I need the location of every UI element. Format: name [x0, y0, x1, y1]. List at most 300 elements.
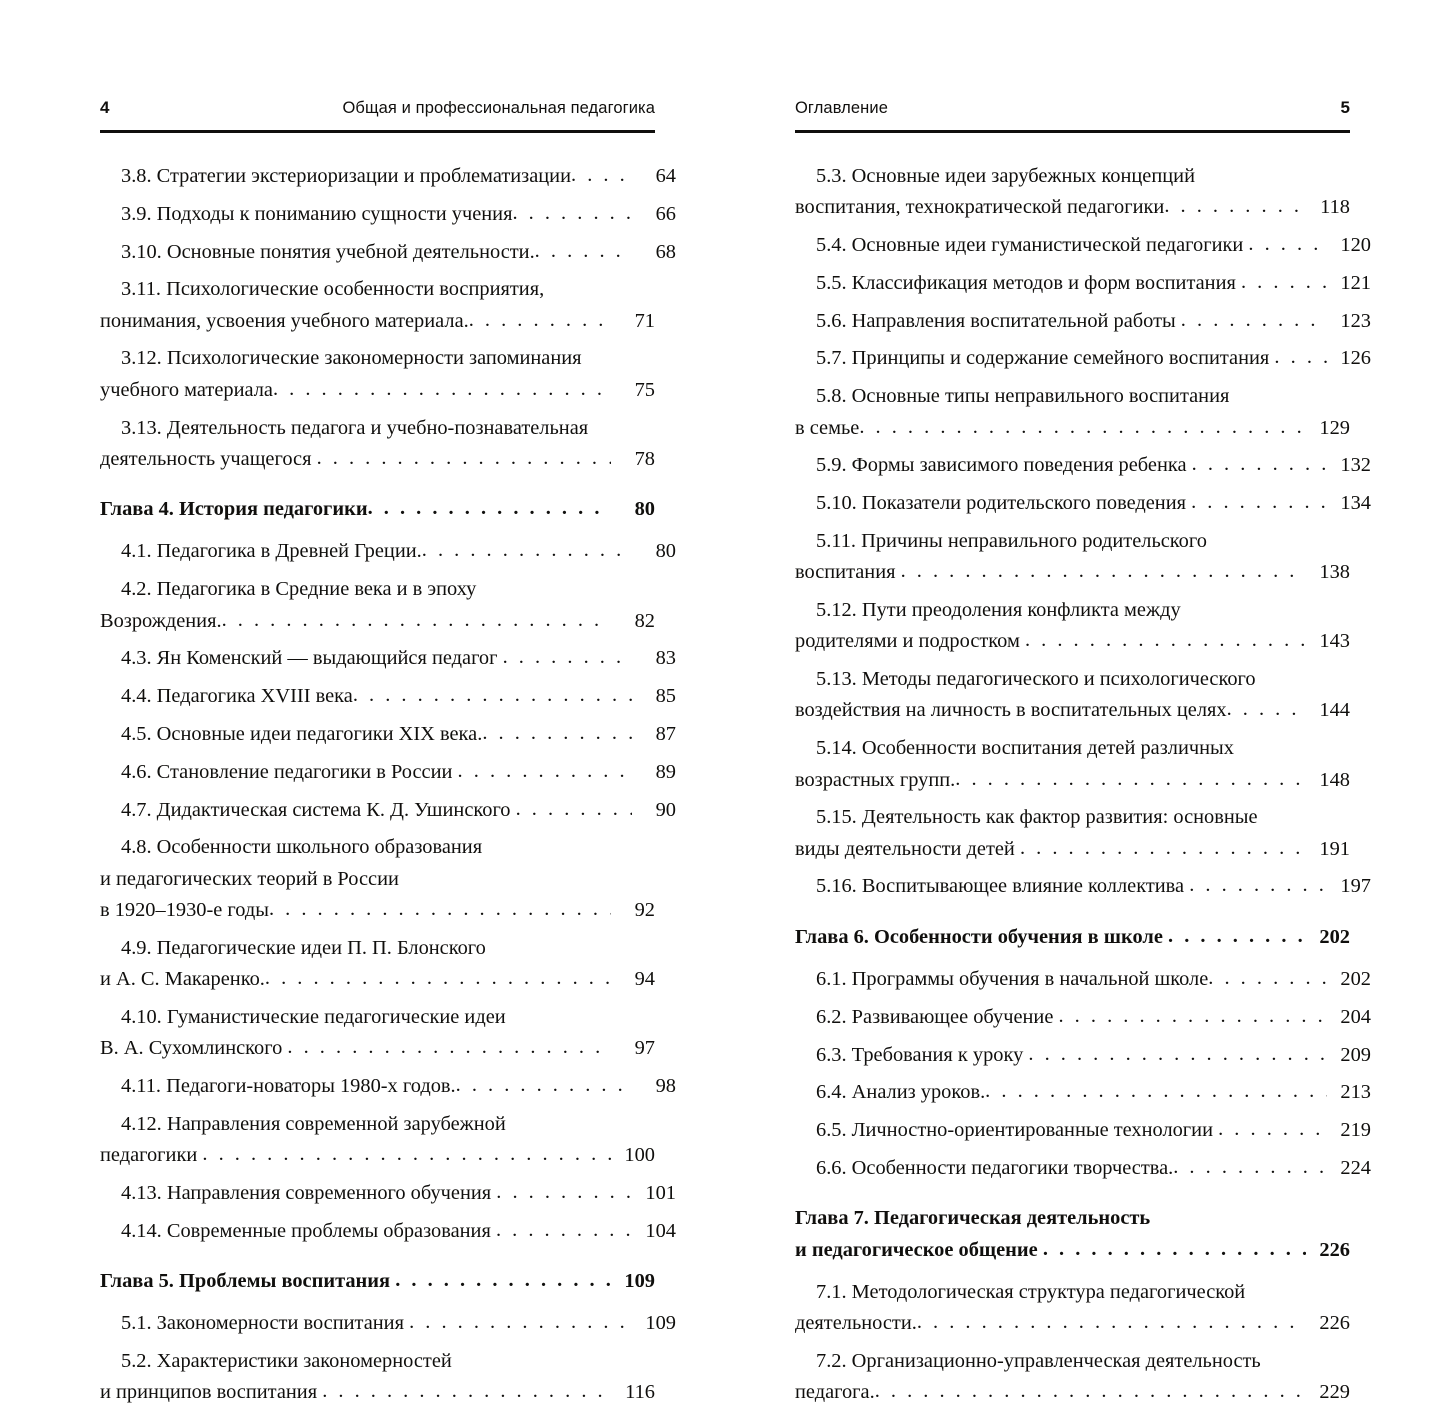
toc-entry-title: и принципов воспитания	[100, 1381, 323, 1404]
toc-entry-line: 5.14. Особенности воспитания детей различных	[816, 737, 1234, 760]
toc-entry-lines	[795, 1040, 1371, 1071]
toc-page-number: 116	[625, 1381, 655, 1404]
toc-entry-title: воспитания, технократической педагогики	[795, 196, 1165, 219]
toc-entry-line: и педагогических теорий в России	[100, 867, 399, 890]
toc-entry-last-line	[795, 1308, 1350, 1339]
toc-entry-lines	[100, 1002, 655, 1065]
toc-section-entry[interactable]	[100, 199, 676, 230]
toc-entry-title: 5.5. Классификация методов и форм воспитания	[816, 271, 1241, 294]
toc-entry-last-line	[795, 626, 1350, 657]
toc-section-entry[interactable]	[795, 488, 1371, 519]
toc-section-entry[interactable]	[100, 719, 676, 750]
toc-section-entry[interactable]	[795, 964, 1371, 995]
toc-entry-lines	[100, 1071, 676, 1102]
dot-leader	[1164, 191, 1306, 222]
toc-section-entry[interactable]	[100, 1178, 676, 1209]
dot-leader	[269, 894, 611, 925]
toc-entry-title: воздействия на личность в воспитательных целях	[795, 699, 1227, 722]
toc-section-entry[interactable]	[795, 1077, 1371, 1108]
left-page	[100, 98, 676, 1404]
toc-entry-last-line	[121, 1178, 676, 1209]
header-rule-left	[100, 130, 655, 133]
toc-entry-lines	[100, 1266, 655, 1297]
toc-entry-lines	[795, 1346, 1350, 1409]
toc-entry-lines	[795, 488, 1371, 519]
toc-entry-title: виды деятельности детей	[795, 837, 1020, 860]
dot-leader	[222, 605, 611, 636]
toc-entry-title: 5.1. Закономерности воспитания	[121, 1312, 410, 1335]
toc-entry-title: 4.1. Педагогика в Древней Греции.	[121, 540, 422, 563]
toc-page-number: 100	[624, 1144, 655, 1167]
toc-entry-last-line	[795, 1235, 1350, 1266]
toc-entry-last-line	[121, 237, 676, 268]
dot-leader	[1227, 694, 1306, 725]
dot-leader	[287, 1032, 611, 1063]
page-folio-right: 5	[1340, 98, 1350, 117]
toc-entry-last-line	[100, 1033, 655, 1064]
toc-entry-last-line	[100, 895, 655, 926]
toc-page-number: 143	[1319, 630, 1350, 653]
toc-entry-last-line	[816, 1077, 1371, 1108]
dot-leader	[395, 1265, 611, 1296]
toc-section-entry[interactable]	[795, 268, 1371, 299]
dot-leader	[1192, 449, 1327, 480]
toc-entry-last-line	[816, 1040, 1371, 1071]
toc-entry-title: и педагогическое общение	[795, 1238, 1043, 1261]
toc-entry-lines	[100, 933, 655, 996]
toc-entry-lines	[795, 268, 1371, 299]
dot-leader	[985, 1076, 1327, 1107]
toc-entry-last-line	[795, 922, 1350, 953]
toc-entry-title: педагогики	[100, 1144, 203, 1167]
toc-entry-lines	[100, 237, 676, 268]
toc-section-entry[interactable]	[795, 733, 1350, 796]
toc-entry-last-line	[121, 795, 676, 826]
toc-entry-last-line	[100, 1266, 655, 1297]
toc-page-number: 109	[624, 1269, 655, 1292]
toc-section-entry[interactable]	[795, 664, 1350, 727]
toc-entry-last-line	[816, 268, 1371, 299]
toc-page-number: 123	[1340, 309, 1371, 332]
toc-section-entry[interactable]	[100, 1216, 676, 1247]
toc-entry-last-line	[121, 1308, 676, 1339]
toc-list-left	[100, 161, 676, 1409]
toc-entry-lines	[795, 161, 1350, 224]
toc-entry-title: 6.1. Программы обучения в начальной школе	[816, 968, 1209, 991]
toc-entry-line: 7.1. Методологическая структура педагогической	[816, 1280, 1246, 1303]
toc-section-entry[interactable]	[795, 343, 1371, 374]
toc-entry-line: 4.10. Гуманистические педагогические идеи	[121, 1005, 506, 1028]
toc-entry-line: 3.13. Деятельность педагога и учебно-познавательная	[121, 416, 589, 439]
toc-section-entry[interactable]	[100, 1071, 676, 1102]
toc-entry-lines	[100, 494, 655, 525]
toc-page-number: 118	[1320, 196, 1350, 219]
toc-entry-title: 6.4. Анализ уроков.	[816, 1081, 986, 1104]
toc-page-number: 98	[655, 1074, 676, 1097]
dot-leader	[917, 1307, 1306, 1338]
toc-page-number: 90	[655, 798, 676, 821]
dot-leader	[265, 963, 611, 994]
toc-entry-last-line	[100, 375, 655, 406]
toc-entry-lines	[100, 757, 676, 788]
toc-section-entry[interactable]	[100, 343, 655, 406]
toc-entry-line: 4.9. Педагогические идеи П. П. Блонского	[121, 936, 486, 959]
dot-leader	[571, 160, 632, 191]
toc-entry-lines	[795, 664, 1350, 727]
toc-entry-lines	[795, 450, 1371, 481]
toc-entry-title: деятельности.	[795, 1312, 917, 1335]
toc-entry-title: 5.16. Воспитывающее влияние коллектива	[816, 875, 1190, 898]
toc-page-number: 209	[1340, 1043, 1371, 1066]
toc-page-number: 101	[645, 1181, 676, 1204]
toc-entry-line: 5.2. Характеристики закономерностей	[121, 1350, 452, 1372]
toc-section-entry[interactable]	[100, 1346, 655, 1409]
toc-entry-lines	[795, 964, 1371, 995]
dot-leader	[1025, 625, 1306, 656]
dot-leader	[512, 198, 632, 229]
toc-entry-line: 4.12. Направления современной зарубежной	[121, 1112, 506, 1135]
toc-section-entry[interactable]	[100, 681, 676, 712]
toc-chapter-entry[interactable]	[100, 1266, 655, 1297]
toc-entry-title: 4.7. Дидактическая система К. Д. Ушинского	[121, 798, 516, 821]
dot-leader	[901, 556, 1306, 587]
toc-section-entry[interactable]	[795, 802, 1350, 865]
toc-entry-title: 6.5. Личностно-ориентированные технологии	[816, 1119, 1219, 1142]
toc-entry-lines	[795, 1002, 1371, 1033]
toc-entry-lines	[100, 1216, 676, 1247]
toc-page-number: 202	[1319, 925, 1350, 948]
running-head-left	[100, 98, 655, 124]
toc-entry-title: родителями и подростком	[795, 630, 1025, 653]
toc-entry-lines	[795, 1277, 1350, 1340]
toc-section-entry[interactable]	[100, 574, 655, 637]
dot-leader	[482, 718, 632, 749]
toc-entry-title: 3.10. Основные понятия учебной деятельности.	[121, 240, 535, 263]
toc-entry-line: 5.15. Деятельность как фактор развития: основные	[816, 806, 1258, 829]
toc-entry-lines	[100, 1346, 655, 1409]
toc-entry-last-line	[100, 306, 655, 337]
toc-chapter-entry[interactable]	[100, 494, 655, 525]
toc-section-entry[interactable]	[100, 274, 655, 337]
dot-leader	[1168, 921, 1306, 952]
toc-entry-lines	[100, 1178, 676, 1209]
dot-leader	[469, 305, 611, 336]
toc-page-number: 132	[1340, 454, 1371, 477]
toc-entry-line: Глава 7. Педагогическая деятельность	[795, 1207, 1151, 1230]
toc-entry-lines	[795, 343, 1371, 374]
toc-entry-line: 4.8. Особенности школьного образования	[121, 836, 483, 859]
toc-entry-title: В. А. Сухомлинского	[100, 1037, 288, 1060]
toc-page-number: 78	[634, 447, 655, 470]
dot-leader	[1191, 487, 1327, 518]
toc-entry-title: педагога.	[795, 1381, 875, 1404]
toc-entry-line: 3.11. Психологические особенности восприятия,	[121, 278, 545, 301]
toc-entry-title: 4.5. Основные идеи педагогики XIX века.	[121, 722, 483, 745]
dot-leader	[1189, 870, 1327, 901]
toc-entry-lines	[100, 1109, 655, 1172]
dot-leader	[1020, 833, 1306, 864]
toc-entry-last-line	[816, 488, 1371, 519]
toc-entry-last-line	[795, 695, 1350, 726]
toc-entry-title: Глава 5. Проблемы воспитания	[100, 1269, 396, 1292]
toc-entry-last-line	[121, 757, 676, 788]
toc-section-entry[interactable]	[100, 1109, 655, 1172]
dot-leader	[1248, 229, 1327, 260]
toc-entry-lines	[100, 161, 676, 192]
toc-chapter-entry[interactable]	[795, 1203, 1350, 1266]
toc-entry-lines	[100, 199, 676, 230]
toc-entry-lines	[795, 871, 1371, 902]
toc-page-number: 120	[1340, 234, 1371, 257]
dot-leader	[1181, 305, 1327, 336]
toc-section-entry[interactable]	[100, 237, 676, 268]
toc-entry-title: 5.7. Принципы и содержание семейного воспитания	[816, 347, 1275, 370]
toc-entry-lines	[100, 832, 655, 926]
toc-page-number: 204	[1340, 1005, 1371, 1028]
toc-entry-lines	[795, 595, 1350, 658]
toc-entry-line: 4.2. Педагогика в Средние века и в эпоху	[121, 578, 477, 601]
toc-page-number: 64	[655, 165, 676, 187]
toc-section-entry[interactable]	[795, 1115, 1371, 1146]
toc-page-number: 89	[655, 760, 676, 783]
toc-page-number: 121	[1340, 271, 1371, 294]
toc-entry-lines	[795, 230, 1371, 261]
toc-entry-title: в семье	[795, 416, 860, 439]
toc-section-entry[interactable]	[100, 757, 676, 788]
toc-section-entry[interactable]	[795, 381, 1350, 444]
toc-section-entry[interactable]	[795, 526, 1350, 589]
toc-entry-lines	[100, 574, 655, 637]
toc-section-entry[interactable]	[795, 450, 1371, 481]
toc-entry-last-line	[816, 1002, 1371, 1033]
dot-leader	[1274, 342, 1327, 373]
toc-entry-title: 4.6. Становление педагогики в России	[121, 760, 458, 783]
toc-entry-last-line	[121, 199, 676, 230]
toc-page-number: 109	[645, 1312, 676, 1335]
running-title-right: Оглавление	[795, 99, 888, 117]
dot-leader	[955, 764, 1306, 795]
toc-entry-last-line	[816, 306, 1371, 337]
toc-entry-lines	[795, 1203, 1350, 1266]
toc-section-entry[interactable]	[100, 413, 655, 476]
toc-page-number: 219	[1340, 1119, 1371, 1142]
toc-section-entry[interactable]	[795, 1002, 1371, 1033]
toc-entry-lines	[795, 1115, 1371, 1146]
toc-section-entry[interactable]	[795, 1040, 1371, 1071]
toc-section-entry[interactable]	[795, 1346, 1350, 1409]
toc-entry-last-line	[100, 494, 655, 525]
toc-page-number: 83	[655, 647, 676, 670]
toc-entry-line: 5.12. Пути преодоления конфликта между	[816, 599, 1181, 622]
toc-entry-lines	[795, 733, 1350, 796]
toc-entry-title: 6.3. Требования к уроку	[816, 1043, 1029, 1066]
toc-entry-last-line	[100, 444, 655, 475]
dot-leader	[368, 493, 611, 524]
toc-section-entry[interactable]	[795, 161, 1350, 224]
running-head-right	[795, 98, 1350, 124]
toc-entry-last-line	[816, 1153, 1371, 1184]
toc-page-number: 80	[634, 498, 655, 521]
toc-entry-last-line	[121, 536, 676, 567]
toc-entry-last-line	[816, 230, 1371, 261]
toc-entry-last-line	[121, 1216, 676, 1247]
toc-page-number: 71	[634, 309, 655, 332]
toc-entry-lines	[795, 306, 1371, 337]
toc-page-number: 104	[645, 1219, 676, 1242]
dot-leader	[1208, 963, 1327, 994]
dot-leader	[353, 680, 632, 711]
toc-entry-title: 3.8. Стратегии экстериоризации и проблематизации	[121, 165, 572, 187]
toc-entry-last-line	[816, 964, 1371, 995]
toc-entry-lines	[100, 536, 676, 567]
toc-entry-last-line	[100, 964, 655, 995]
toc-entry-title: понимания, усвоения учебного материала.	[100, 309, 469, 332]
toc-entry-last-line	[816, 343, 1371, 374]
toc-page-number: 66	[655, 202, 676, 225]
toc-entry-title: 5.4. Основные идеи гуманистической педагогики	[816, 234, 1249, 257]
toc-entry-lines	[100, 413, 655, 476]
toc-entry-last-line	[100, 1140, 655, 1171]
toc-list-right	[795, 161, 1371, 1409]
toc-page-number: 224	[1340, 1157, 1371, 1180]
right-page	[795, 98, 1371, 1404]
toc-section-entry[interactable]	[795, 1277, 1350, 1340]
toc-entry-title: воспитания	[795, 561, 901, 584]
toc-entry-title: 3.9. Подходы к пониманию сущности учения	[121, 202, 513, 225]
toc-page-number: 191	[1319, 837, 1350, 860]
dot-leader	[456, 1070, 632, 1101]
toc-section-entry[interactable]	[795, 1153, 1371, 1184]
toc-entry-last-line	[121, 719, 676, 750]
toc-entry-lines	[100, 1308, 676, 1339]
toc-chapter-entry[interactable]	[795, 922, 1350, 953]
toc-entry-lines	[795, 1077, 1371, 1108]
toc-page-number: 138	[1319, 561, 1350, 584]
toc-page-number: 82	[634, 609, 655, 632]
dot-leader	[1058, 1001, 1327, 1032]
toc-section-entry[interactable]	[795, 595, 1350, 658]
toc-section-entry[interactable]	[100, 536, 676, 567]
toc-entry-title: 4.4. Педагогика XVIII века	[121, 685, 353, 708]
dot-leader	[859, 412, 1306, 443]
toc-page-number: 134	[1340, 492, 1371, 515]
toc-page-number: 197	[1340, 875, 1371, 898]
toc-section-entry[interactable]	[100, 795, 676, 826]
toc-section-entry[interactable]	[795, 230, 1371, 261]
toc-entry-last-line	[100, 1377, 655, 1408]
toc-entry-last-line	[816, 450, 1371, 481]
toc-entry-title: 5.10. Показатели родительского поведения	[816, 492, 1192, 515]
toc-entry-last-line	[816, 1115, 1371, 1146]
toc-entry-title: 4.13. Направления современного обучения	[121, 1181, 497, 1204]
toc-entry-lines	[100, 274, 655, 337]
toc-page-number: 92	[634, 898, 655, 921]
toc-page-number: 202	[1340, 968, 1371, 991]
dot-leader	[496, 1215, 632, 1246]
toc-entry-line: 5.3. Основные идеи зарубежных концепций	[816, 165, 1195, 187]
toc-page-number: 94	[634, 968, 655, 991]
toc-page-number: 226	[1319, 1312, 1350, 1335]
toc-entry-title: 6.2. Развивающее обучение	[816, 1005, 1059, 1028]
toc-entry-title: деятельность учащегося	[100, 447, 317, 470]
toc-section-entry[interactable]	[795, 871, 1371, 902]
toc-entry-last-line	[795, 765, 1350, 796]
toc-entry-lines	[795, 526, 1350, 589]
dot-leader	[273, 374, 611, 405]
toc-section-entry[interactable]	[100, 933, 655, 996]
toc-section-entry[interactable]	[100, 161, 676, 192]
toc-entry-line: 5.11. Причины неправильного родительского	[816, 529, 1207, 552]
dot-leader	[1028, 1039, 1327, 1070]
toc-page-number: 229	[1319, 1381, 1350, 1404]
toc-entry-title: 5.9. Формы зависимого поведения ребенка	[816, 454, 1192, 477]
toc-page-number: 213	[1340, 1081, 1371, 1104]
running-title-left: Общая и профессиональная педагогика	[342, 99, 655, 117]
dot-leader	[516, 794, 632, 825]
toc-page-number: 148	[1319, 768, 1350, 791]
toc-entry-lines	[795, 922, 1350, 953]
toc-section-entry[interactable]	[100, 1308, 676, 1339]
toc-entry-last-line	[795, 834, 1350, 865]
toc-entry-lines	[795, 381, 1350, 444]
toc-page-number: 129	[1319, 416, 1350, 439]
dot-leader	[1241, 267, 1327, 298]
toc-entry-last-line	[121, 681, 676, 712]
toc-entry-title: в 1920–1930-е годы	[100, 898, 269, 921]
dot-leader	[875, 1376, 1306, 1407]
toc-entry-title: 4.3. Ян Коменский — выдающийся педагог	[121, 647, 503, 670]
toc-page-number: 87	[655, 722, 676, 745]
toc-section-entry[interactable]	[100, 643, 676, 674]
toc-page-number: 144	[1319, 699, 1350, 722]
toc-page-number: 68	[655, 240, 676, 263]
dot-leader	[1218, 1114, 1327, 1145]
toc-section-entry[interactable]	[100, 1002, 655, 1065]
toc-section-entry[interactable]	[100, 832, 655, 926]
toc-entry-line: 3.12. Психологические закономерности запоминания	[121, 347, 582, 370]
toc-entry-line: 7.2. Организационно-управленческая деятельность	[816, 1350, 1261, 1372]
dot-leader	[535, 236, 632, 267]
dot-leader	[1043, 1234, 1306, 1265]
toc-entry-last-line	[795, 1377, 1350, 1408]
toc-entry-line: 5.13. Методы педагогического и психологического	[816, 668, 1256, 691]
toc-page-number: 80	[655, 540, 676, 563]
toc-entry-lines	[795, 802, 1350, 865]
toc-page-number: 97	[634, 1037, 655, 1060]
dot-leader	[458, 756, 632, 787]
toc-entry-last-line	[121, 161, 676, 192]
dot-leader	[422, 535, 632, 566]
page-folio-left: 4	[100, 98, 110, 117]
dot-leader	[317, 443, 611, 474]
toc-page-number: 126	[1340, 347, 1371, 370]
dot-leader	[503, 642, 632, 673]
toc-entry-last-line	[795, 557, 1350, 588]
dot-leader	[409, 1307, 632, 1338]
dot-leader	[322, 1376, 611, 1407]
toc-entry-last-line	[816, 871, 1371, 902]
toc-entry-lines	[100, 343, 655, 406]
toc-entry-title: 6.6. Особенности педагогики творчества.	[816, 1157, 1174, 1180]
toc-page-number: 75	[634, 378, 655, 401]
toc-section-entry[interactable]	[795, 306, 1371, 337]
toc-entry-title: Глава 6. Особенности обучения в школе	[795, 925, 1168, 948]
toc-entry-last-line	[100, 606, 655, 637]
toc-entry-lines	[100, 719, 676, 750]
toc-entry-lines	[795, 1153, 1371, 1184]
toc-page-number: 85	[655, 685, 676, 708]
toc-entry-title: учебного материала	[100, 378, 273, 401]
